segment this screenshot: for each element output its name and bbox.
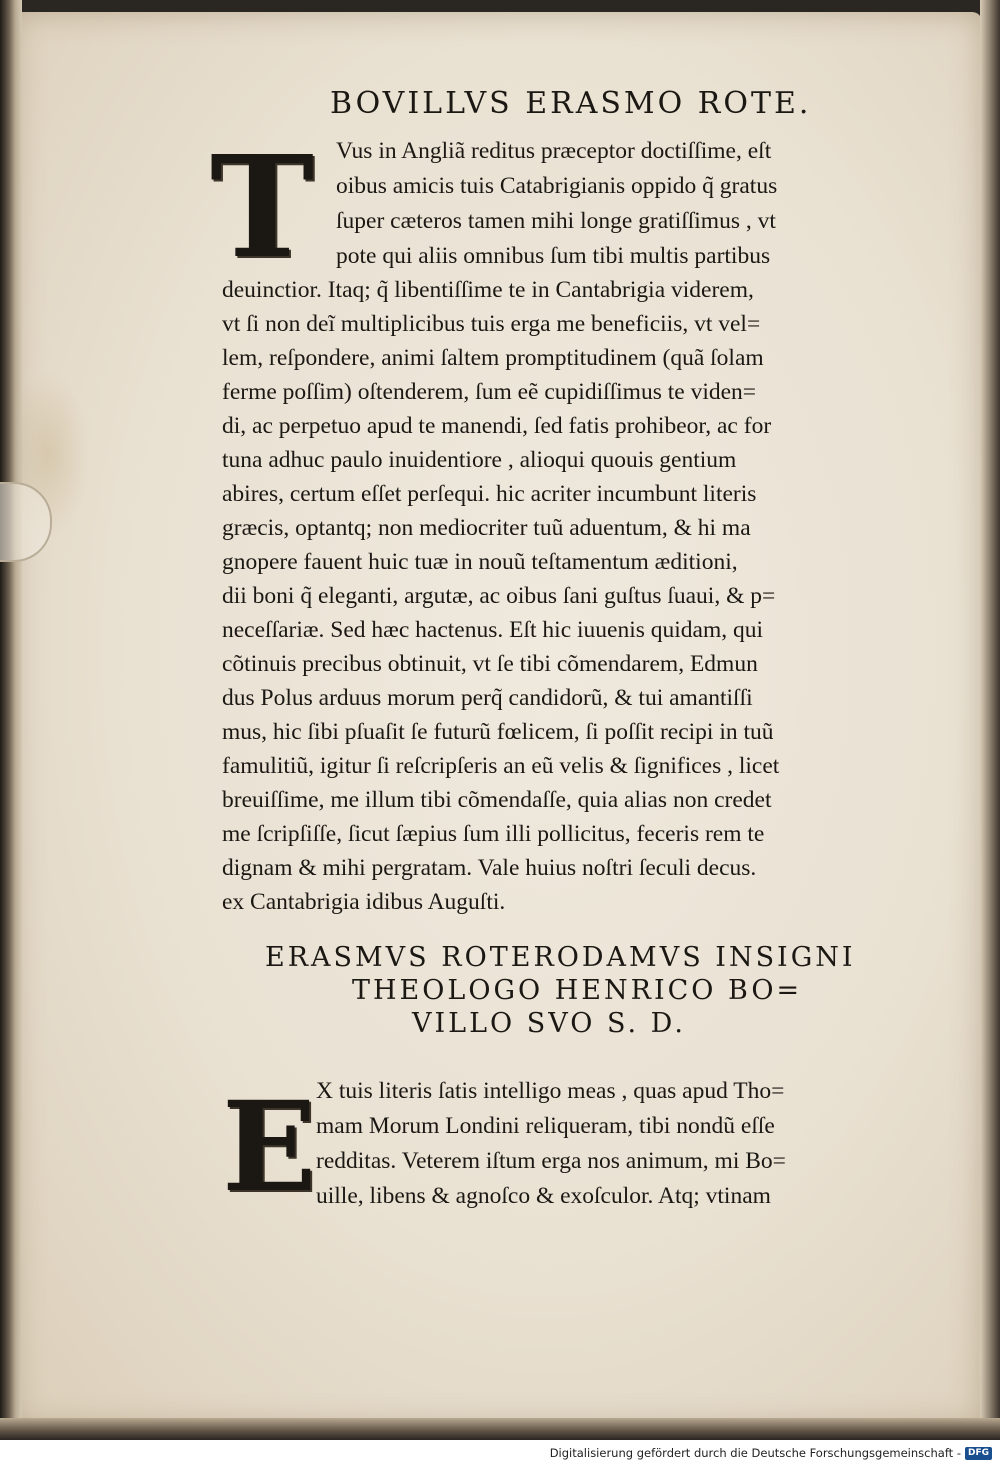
book-spine-edge [0, 0, 22, 1440]
letter-heading: BOVILLVS ERASMO ROTE. [330, 86, 812, 121]
page-bottom-edge [0, 1418, 1000, 1440]
text-line: lem, reſpondere, animi ſaltem promptitudinem (quã ſolam [222, 345, 764, 371]
text-line: mus, hic ſibi pſuaſit ſe futurũ fœlicem, ſi poſſit recipi in tuũ [222, 719, 774, 745]
page-fore-edge [980, 0, 1000, 1440]
text-line: cõtinuis precibus obtinuit, vt ſe tibi cõmendarem, Edmun [222, 651, 758, 677]
text-line: dus Polus arduus morum perq̃ candidorũ, & tui amantiſſi [222, 685, 753, 711]
text-line: di, ac perpetuo apud te manendi, ſed fatis prohibeor, ac for [222, 413, 772, 439]
section-heading-line: ERASMVS ROTERODAMVS INSIGNI [265, 942, 856, 973]
text-line: ferme poſſim) oſtenderem, ſum eẽ cupidiſſimus te viden= [222, 379, 757, 405]
text-line: deuinctior. Itaq; q̃ libentiſſime te in Cantabrigia viderem, [222, 277, 754, 303]
text-line: abires, certum eſſet perſequi. hic acriter incumbunt literis [222, 481, 757, 507]
text-line: Vus in Angliã reditus præceptor doctiſſime, eſt [336, 138, 772, 164]
text-line: vt ſi non deĩ multiplicibus tuis erga me beneficiis, vt vel= [222, 311, 761, 337]
drop-initial-t: T [210, 126, 315, 290]
section-heading-line: VILLO SVO S. D. [412, 1008, 686, 1039]
text-line: uille, libens & agnoſco & exoſculor. Atq; vtinam [316, 1183, 771, 1209]
text-line: X tuis literis ſatis intelligo meas , quas apud Tho= [316, 1078, 785, 1104]
text-line: redditas. Veterem iſtum erga nos animum, mi Bo= [316, 1148, 786, 1174]
text-line: breuiſſime, me illum tibi cõmendaſſe, quia alias non credet [222, 787, 772, 813]
digitization-footer [550, 1446, 992, 1460]
text-line: famulitiũ, igitur ſi reſcripſeris an eũ velis & ſignifices , licet [222, 753, 780, 779]
text-line: ſuper cæteros tamen mihi longe gratiſſimus , vt [336, 208, 776, 234]
text-line: gnopere fauent huic tuæ in nouũ teſtamentum æditioni, [222, 549, 738, 575]
text-line: me ſcripſiſſe, ſicut ſæpius ſum illi pollicitus, feceris rem te [222, 821, 765, 847]
text-line: ex Cantabrigia idibus Auguſti. [222, 889, 506, 915]
text-line: pote qui aliis omnibus ſum tibi multis partibus [336, 243, 771, 269]
text-line: dii boni q̃ eleganti, argutæ, ac oibus ſani guſtus ſuaui, & p= [222, 583, 776, 609]
text-line: oibus amicis tuis Catabrigianis oppido q̃ gratus [336, 173, 778, 199]
text-line: neceſſariæ. Sed hæc hactenus. Eſt hic iuuenis quidam, qui [222, 617, 764, 643]
text-line: tuna adhuc paulo inuidentiore , alioqui quouis gentium [222, 447, 737, 473]
section-heading-line: THEOLOGO HENRICO BO= [352, 975, 803, 1006]
text-line: græcis, optantq; non mediocriter tuũ aduentum, & hi ma [222, 515, 751, 541]
text-line: dignam & mihi pergratam. Vale huius noſtri ſeculi decus. [222, 855, 757, 881]
drop-initial-e: E [222, 1075, 317, 1220]
footer-credit-text: Digitalisierung gefördert durch die Deutsche Forschungsgemeinschaft - [549, 1446, 961, 1460]
dfg-logo-icon: DFG [965, 1447, 992, 1460]
text-line: mam Morum Londini reliqueram, tibi nondũ eſſe [316, 1113, 775, 1139]
